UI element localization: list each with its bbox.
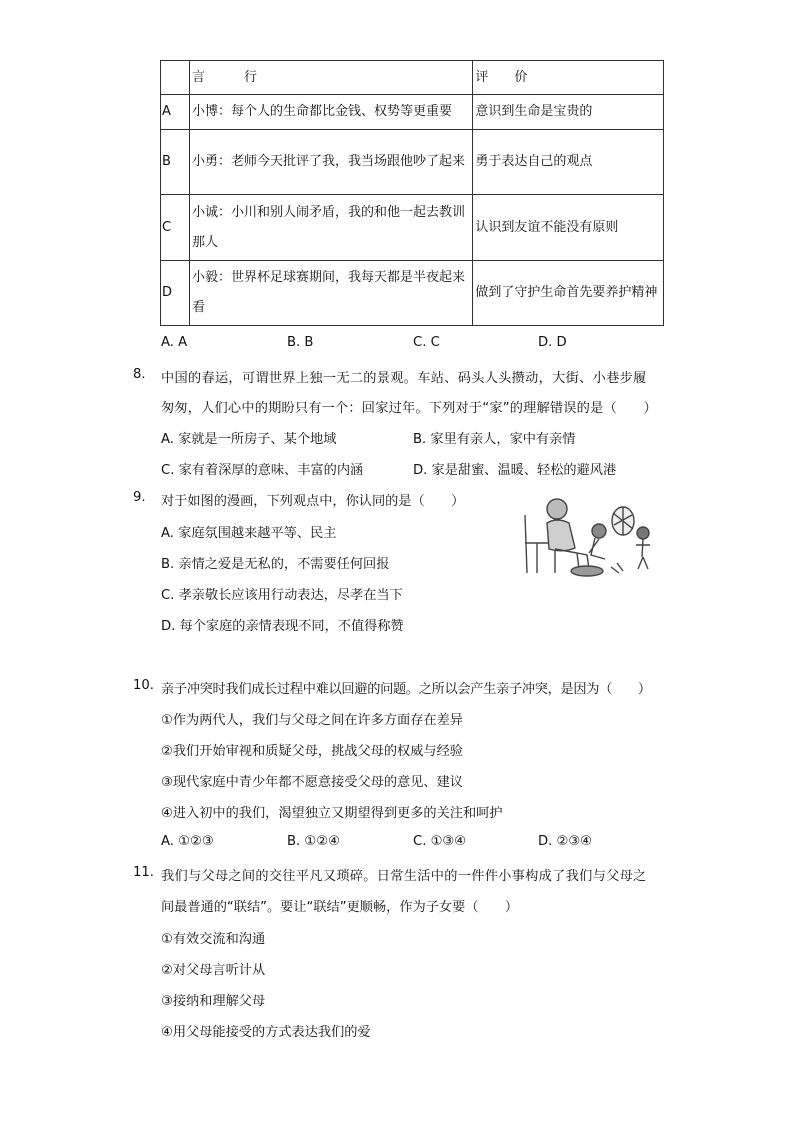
statement-3: ③接纳和理解父母 <box>161 994 266 1009</box>
question-number: 10. <box>133 678 154 693</box>
question-stem: 我们与父母之间的交往平凡又琐碎。日常生活中的一件件小事构成了我们与父母之 <box>161 869 647 884</box>
option-a: A. 家就是一所房子、某个地域 <box>161 432 337 447</box>
question-stem: 中国的春运，可谓世界上独一无二的景观。车站、码头人头攒动，大街、小巷步履 <box>161 371 647 386</box>
table-row <box>161 130 664 195</box>
table-row <box>161 195 664 261</box>
statement-2: ②我们开始审视和质疑父母，挑战父母的权威与经验 <box>161 744 463 759</box>
question-stem: 间最普通的“联结”。要让“联结”更顺畅，作为子女要（ ） <box>161 900 519 915</box>
option-d: D. 家是甜蜜、温暖、轻松的避风港 <box>413 463 617 478</box>
row-label: D <box>161 261 190 326</box>
option-b: B. 家里有亲人，家中有亲情 <box>413 432 576 447</box>
statement-1: ①有效交流和沟通 <box>161 932 266 947</box>
statement-3: ③现代家庭中青少年都不愿意接受父母的意见、建议 <box>161 775 463 790</box>
row-action: 小毅：世界杯足球赛期间，我每天都是半夜起来看 <box>189 261 472 326</box>
row-label: A <box>161 95 190 130</box>
row-evaluation: 认识到友谊不能没有原则 <box>473 195 664 261</box>
table-row <box>161 95 664 130</box>
option-c: C. C <box>413 335 440 350</box>
option-a: A. A <box>161 335 188 350</box>
question-stem: 匆匆，人们心中的期盼只有一个：回家过年。下列对于“家”的理解错误的是（ ） <box>161 401 658 416</box>
statement-1: ①作为两代人，我们与父母之间在许多方面存在差异 <box>161 713 463 728</box>
option-c: C. 家有着深厚的意味、丰富的内涵 <box>161 463 364 478</box>
header-action-cell: 言 行 <box>189 61 472 95</box>
option-d: D. 每个家庭的亲情表现不同，不值得称赞 <box>161 619 404 634</box>
statement-4: ④用父母能接受的方式表达我们的爱 <box>161 1025 371 1040</box>
row-action: 小博：每个人的生命都比金钱、权势等更重要 <box>189 95 472 130</box>
question-number: 11. <box>133 865 154 880</box>
question-number: 8. <box>133 367 146 382</box>
question-stem: 亲子冲突时我们成长过程中难以回避的问题。之所以会产生亲子冲突，是因为（ ） <box>161 682 651 697</box>
row-evaluation: 勇于表达自己的观点 <box>473 130 664 195</box>
option-b: B. ①②④ <box>287 834 340 849</box>
statement-2: ②对父母言听计从 <box>161 963 266 978</box>
option-a: A. ①②③ <box>161 834 214 849</box>
statement-4: ④进入初中的我们，渴望独立又期望得到更多的关注和呵护 <box>161 806 503 821</box>
question-number: 9. <box>133 490 146 505</box>
option-c: C. 孝亲敬长应该用行动表达，尽孝在当下 <box>161 588 403 603</box>
option-d: D. ②③④ <box>538 834 593 849</box>
header-evaluation-cell: 评 价 <box>473 61 664 95</box>
option-d: D. D <box>538 335 567 350</box>
header-label-cell <box>161 61 190 95</box>
row-action: 小勇：老师今天批评了我，我当场跟他吵了起来 <box>189 130 472 195</box>
table-header-row <box>161 61 664 95</box>
comparison-table <box>160 60 664 326</box>
row-evaluation: 意识到生命是宝贵的 <box>473 95 664 130</box>
row-evaluation: 做到了守护生命首先要养护精神 <box>473 261 664 326</box>
option-c: C. ①③④ <box>413 834 467 849</box>
row-label: C <box>161 195 190 261</box>
cartoon-illustration <box>515 493 660 578</box>
option-b: B. 亲情之爱是无私的，不需要任何回报 <box>161 557 390 572</box>
option-b: B. B <box>287 335 314 350</box>
row-label: B <box>161 130 190 195</box>
table-row <box>161 261 664 326</box>
row-action: 小诚：小川和别人闹矛盾，我的和他一起去教训那人 <box>189 195 472 261</box>
question-stem: 对于如图的漫画，下列观点中，你认同的是（ ） <box>161 494 465 509</box>
option-a: A. 家庭氛围越来越平等、民主 <box>161 526 337 541</box>
